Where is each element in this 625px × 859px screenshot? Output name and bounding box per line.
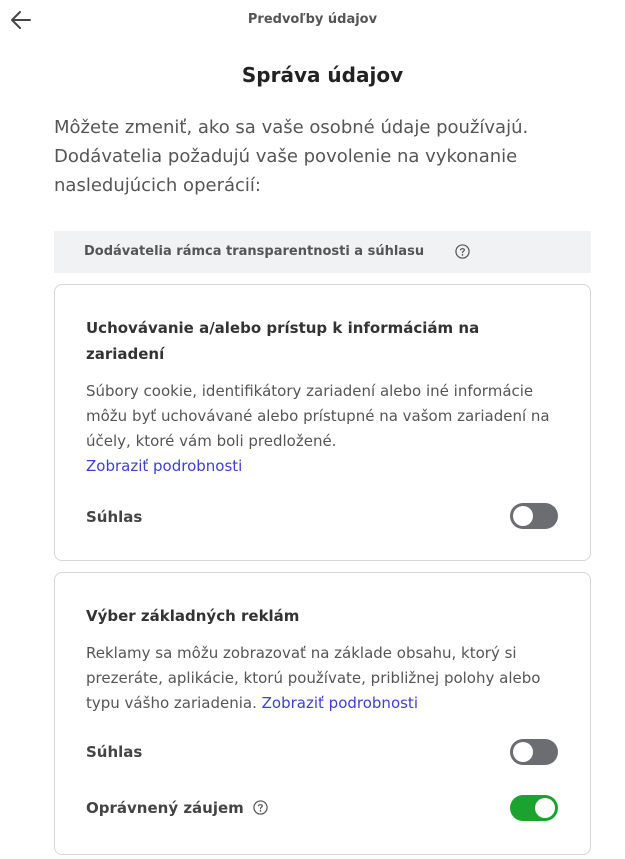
card-title: Výber základných reklám bbox=[86, 607, 300, 625]
card-description-text: Reklamy sa môžu zobrazovať na základe obsahu, ktorý si prezeráte, aplikácie, ktorú používate, približnej polohy alebo typu vášho zariadenia. bbox=[86, 644, 541, 712]
consent-label: Súhlas bbox=[86, 743, 143, 761]
legitimate-interest-toggle[interactable] bbox=[510, 795, 558, 821]
page-title: Predvoľby údajov bbox=[247, 12, 378, 27]
purpose-card-storage bbox=[54, 284, 591, 561]
toggle-knob bbox=[513, 742, 533, 762]
consent-label: Súhlas bbox=[86, 508, 143, 526]
consent-toggle[interactable] bbox=[510, 503, 558, 529]
intro-text: Môžete zmeniť, ako sa vaše osobné údaje používajú. Dodávatelia požadujú vaše povolenie na vykonanie nasledujúcich operácií: bbox=[54, 117, 529, 196]
purpose-card-basic-ads bbox=[54, 572, 591, 855]
view-details-link[interactable]: Zobraziť podrobnosti bbox=[261, 694, 418, 712]
card-title: Uchovávanie a/alebo prístup k informáciám na zariadení bbox=[86, 319, 480, 363]
consent-toggle[interactable] bbox=[510, 739, 558, 765]
top-bar bbox=[0, 0, 625, 40]
card-description bbox=[86, 379, 576, 479]
card-description-text: Súbory cookie, identifikátory zariadení alebo iné informácie môžu byť uchovávané alebo prístupné na vašom zariadení na účely, ktoré vám boli predložené. bbox=[86, 382, 550, 450]
toggle-knob bbox=[535, 798, 555, 818]
legitimate-interest-row bbox=[86, 799, 268, 817]
vendor-section-header bbox=[54, 231, 591, 273]
section-heading: Správa údajov bbox=[241, 63, 404, 87]
question-circle-icon[interactable] bbox=[253, 800, 268, 815]
card-description bbox=[86, 641, 576, 716]
question-circle-icon[interactable] bbox=[455, 244, 470, 259]
vendor-section-label: Dodávatelia rámca transparentnosti a súhlasu bbox=[84, 244, 425, 259]
legitimate-interest-label: Oprávnený záujem bbox=[86, 799, 244, 817]
toggle-knob bbox=[513, 506, 533, 526]
view-details-link[interactable]: Zobraziť podrobnosti bbox=[86, 457, 243, 475]
